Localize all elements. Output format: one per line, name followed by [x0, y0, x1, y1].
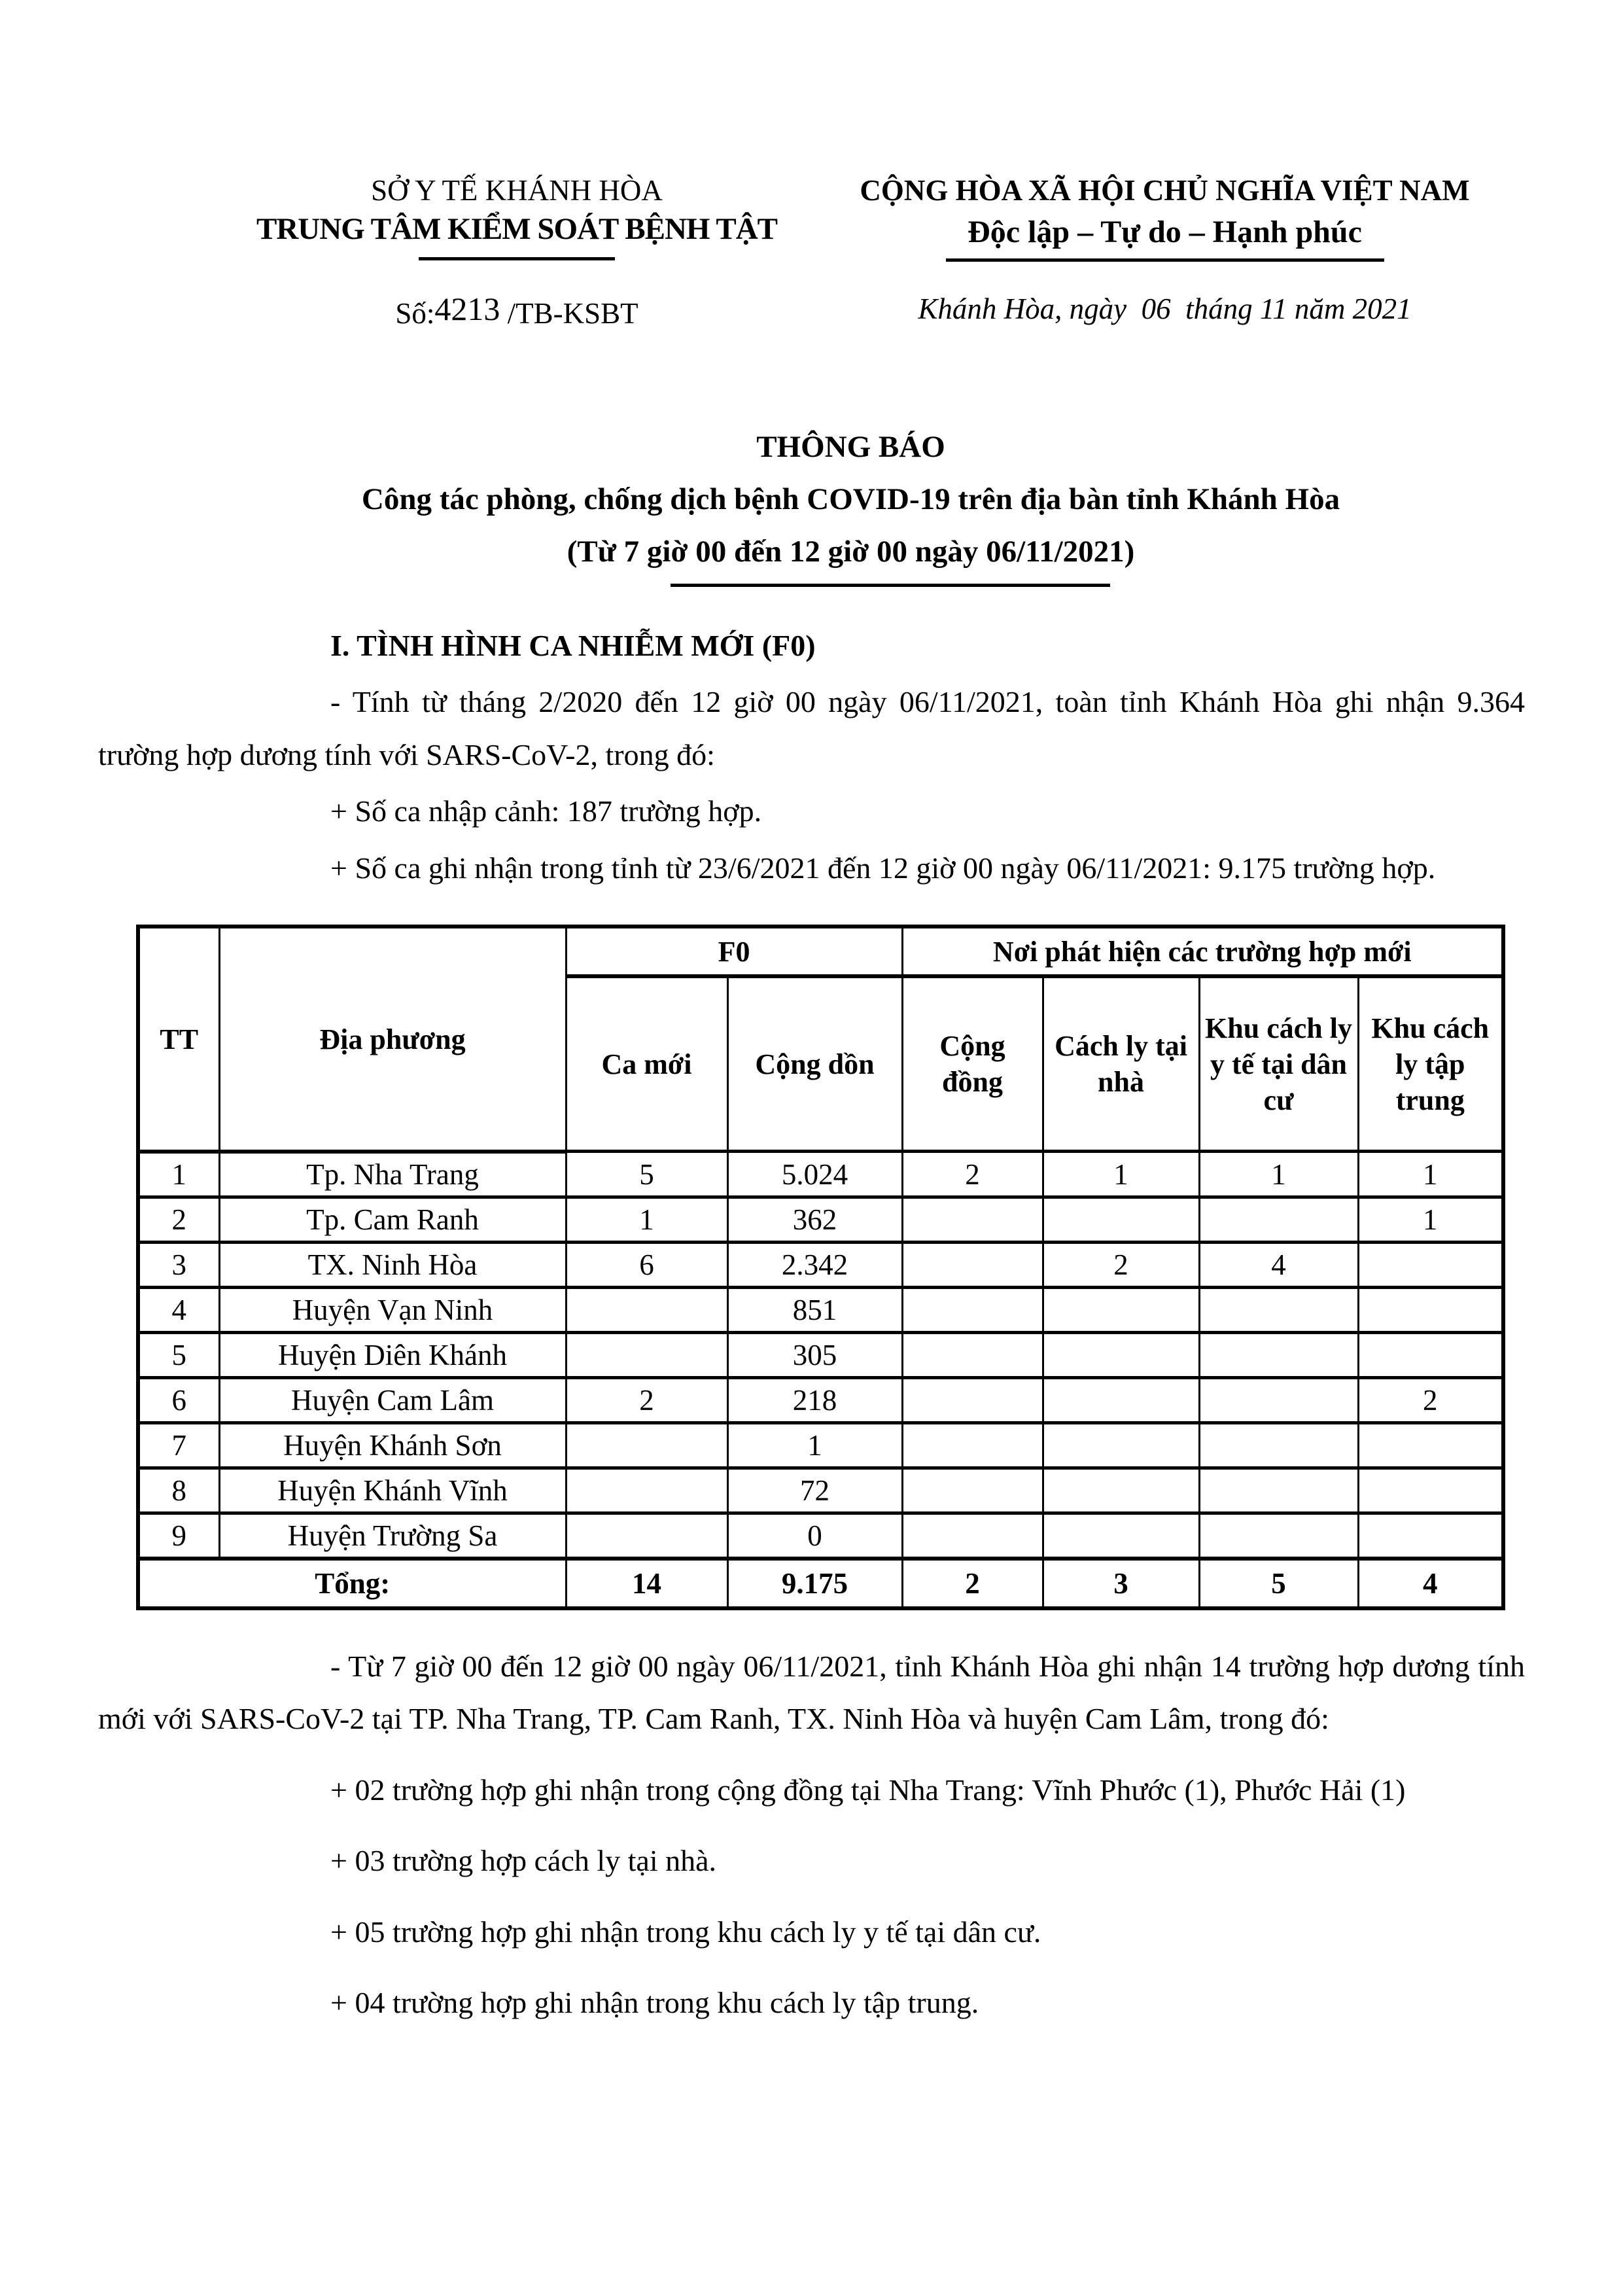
cell-khu-tt: [1358, 1287, 1503, 1332]
cell-ca-moi: 6: [566, 1242, 727, 1287]
national-motto: Độc lập – Tự do – Hạnh phúc: [968, 214, 1362, 249]
cell-ca-moi: [566, 1287, 727, 1332]
cell-khu-tt: [1358, 1242, 1503, 1287]
cell-dia-phuong: Tp. Cam Ranh: [219, 1197, 566, 1242]
document-title: THÔNG BÁO: [756, 430, 945, 465]
document-header: [98, 171, 1525, 331]
table-row: [138, 1287, 1503, 1332]
col-header-khu-cach-ly-y-te: Khu cách ly y tế tại dân cư: [1199, 976, 1358, 1152]
col-group-noi-phat-hien: Nơi phát hiện các trường hợp mới: [902, 927, 1503, 976]
cell-khu-tt: [1358, 1513, 1503, 1559]
cell-cong-dong: [902, 1468, 1043, 1513]
cell-cong-dong: [902, 1377, 1043, 1422]
cell-khu-yt: [1199, 1287, 1358, 1332]
cell-tt: 4: [138, 1287, 219, 1332]
col-header-tt: TT: [138, 927, 219, 1152]
agency-header-rule: [419, 257, 615, 260]
cell-cong-dong: [902, 1422, 1043, 1468]
document-number-line: [229, 293, 805, 331]
cell-cong-don: 72: [727, 1468, 902, 1513]
cell-tt: 8: [138, 1468, 219, 1513]
place-date-line: Khánh Hòa, ngày 06 tháng 11 năm 2021: [918, 292, 1412, 325]
cell-cong-dong: [902, 1287, 1043, 1332]
cell-khu-tt: 1: [1358, 1152, 1503, 1197]
cell-khu-yt: [1199, 1468, 1358, 1513]
cell-cong-dong: [902, 1197, 1043, 1242]
cell-khu-tt: [1358, 1468, 1503, 1513]
table-row: [138, 1377, 1503, 1422]
cell-cong-dong: 2: [902, 1152, 1043, 1197]
cell-khu-yt: [1199, 1332, 1358, 1377]
section-2-paragraph-5: + 04 trường hợp ghi nhận trong khu cách ly tập trung.: [330, 1986, 979, 2020]
total-ca-moi: 14: [566, 1559, 727, 1608]
table-row: [138, 1242, 1503, 1287]
agency-parent-name: SỞ Y TẾ KHÁNH HÒA: [371, 174, 663, 207]
cell-tt: 9: [138, 1513, 219, 1559]
col-header-ca-moi: Ca mới: [566, 976, 727, 1152]
agency-header-block: [229, 171, 805, 331]
cell-dia-phuong: Huyện Khánh Sơn: [219, 1422, 566, 1468]
cell-tt: 5: [138, 1332, 219, 1377]
cell-cach-ly-tai-nha: [1043, 1287, 1199, 1332]
cell-cong-don: 2.342: [727, 1242, 902, 1287]
cell-tt: 3: [138, 1242, 219, 1287]
section-1-paragraph-3: + Số ca ghi nhận trong tỉnh từ 23/6/2021 đến 12 giờ 00 ngày 06/11/2021: 9.175 trường hợp.: [330, 851, 1436, 885]
cell-cach-ly-tai-nha: [1043, 1422, 1199, 1468]
cell-tt: 7: [138, 1422, 219, 1468]
cell-dia-phuong: Tp. Nha Trang: [219, 1152, 566, 1197]
document-time-range: (Từ 7 giờ 00 đến 12 giờ 00 ngày 06/11/2021): [567, 535, 1135, 569]
cell-khu-yt: 1: [1199, 1152, 1358, 1197]
table-row: [138, 1468, 1503, 1513]
cell-cach-ly-tai-nha: [1043, 1468, 1199, 1513]
cell-khu-yt: [1199, 1197, 1358, 1242]
cell-cach-ly-tai-nha: [1043, 1197, 1199, 1242]
section-2-paragraph-4: + 05 trường hợp ghi nhận trong khu cách ly y tế tại dân cư.: [330, 1915, 1041, 1949]
cell-cong-don: 362: [727, 1197, 902, 1242]
total-khu-yt: 5: [1199, 1559, 1358, 1608]
cell-cong-dong: [902, 1513, 1043, 1559]
document-title-block: [98, 421, 1525, 587]
cell-cach-ly-tai-nha: [1043, 1332, 1199, 1377]
cell-cong-don: 1: [727, 1422, 902, 1468]
document-number-value: 4213: [434, 291, 500, 328]
motto-rule: [946, 258, 1384, 262]
col-header-dia-phuong: Địa phương: [219, 927, 566, 1152]
total-khu-tt: 4: [1358, 1559, 1503, 1608]
table-row: [138, 1152, 1503, 1197]
cell-tt: 1: [138, 1152, 219, 1197]
col-header-cong-don: Cộng dồn: [727, 976, 902, 1152]
cell-dia-phuong: Huyện Vạn Ninh: [219, 1287, 566, 1332]
table-row: [138, 1513, 1503, 1559]
cell-khu-yt: [1199, 1513, 1358, 1559]
cell-dia-phuong: Huyện Cam Lâm: [219, 1377, 566, 1422]
national-motto-block: [805, 171, 1525, 326]
cell-ca-moi: [566, 1332, 727, 1377]
cell-dia-phuong: TX. Ninh Hòa: [219, 1242, 566, 1287]
document-number-suffix: /TB-KSBT: [500, 297, 638, 330]
cell-khu-yt: [1199, 1377, 1358, 1422]
document-number-label: Số:: [395, 297, 435, 330]
cell-cong-dong: [902, 1332, 1043, 1377]
cell-tt: 2: [138, 1197, 219, 1242]
col-header-khu-cach-ly-tap-trung: Khu cách ly tập trung: [1358, 976, 1503, 1152]
section-1-paragraph-1: - Tính từ tháng 2/2020 đến 12 giờ 00 ngày 06/11/2021, toàn tỉnh Khánh Hòa ghi nhận 9.364 trường hợp dương tính với SARS-CoV-2, trong đó:: [98, 685, 1525, 771]
cell-ca-moi: [566, 1422, 727, 1468]
cell-cach-ly-tai-nha: [1043, 1513, 1199, 1559]
cell-khu-tt: [1358, 1332, 1503, 1377]
cell-cong-don: 218: [727, 1377, 902, 1422]
cell-khu-tt: 1: [1358, 1197, 1503, 1242]
national-title: CỘNG HÒA XÃ HỘI CHỦ NGHĨA VIỆT NAM: [860, 174, 1470, 207]
col-header-cong-dong: Cộng đồng: [902, 976, 1043, 1152]
table-header-group-row: [138, 927, 1503, 976]
section-2-paragraph-2: + 02 trường hợp ghi nhận trong cộng đồng tại Nha Trang: Vĩnh Phước (1), Phước Hải (1): [330, 1773, 1406, 1807]
cell-tt: 6: [138, 1377, 219, 1422]
cell-ca-moi: [566, 1468, 727, 1513]
section-1-paragraph-2: + Số ca nhập cảnh: 187 trường hợp.: [330, 794, 762, 828]
section-2-paragraph-3: + 03 trường hợp cách ly tại nhà.: [330, 1844, 717, 1878]
table-total-row: [138, 1559, 1503, 1608]
cell-cach-ly-tai-nha: 2: [1043, 1242, 1199, 1287]
title-rule: [671, 584, 1110, 587]
table-row: [138, 1197, 1503, 1242]
section-2-paragraph-1: - Từ 7 giờ 00 đến 12 giờ 00 ngày 06/11/2021, tỉnh Khánh Hòa ghi nhận 14 trường hợp dương tính mới với SARS-CoV-2 tại TP. Nha Trang, TP. Cam Ranh, TX. Ninh Hòa và huyện Cam Lâm, trong đó:: [98, 1649, 1525, 1736]
cell-dia-phuong: Huyện Khánh Vĩnh: [219, 1468, 566, 1513]
section-1-heading: I. TÌNH HÌNH CA NHIỄM MỚI (F0): [330, 628, 816, 662]
cell-cach-ly-tai-nha: 1: [1043, 1152, 1199, 1197]
total-cong-don: 9.175: [727, 1559, 902, 1608]
total-cong-dong: 2: [902, 1559, 1043, 1608]
document-subtitle: Công tác phòng, chống dịch bệnh COVID-19 trên địa bàn tỉnh Khánh Hòa: [361, 482, 1340, 517]
cell-cong-dong: [902, 1242, 1043, 1287]
cell-ca-moi: [566, 1513, 727, 1559]
cell-cong-don: 0: [727, 1513, 902, 1559]
cell-khu-yt: [1199, 1422, 1358, 1468]
col-header-cach-ly-tai-nha: Cách ly tại nhà: [1043, 976, 1199, 1152]
cell-cong-don: 851: [727, 1287, 902, 1332]
total-label: Tổng:: [138, 1559, 566, 1608]
cell-khu-tt: [1358, 1422, 1503, 1468]
table-row: [138, 1422, 1503, 1468]
covid-cases-table: [136, 925, 1505, 1610]
cell-ca-moi: 5: [566, 1152, 727, 1197]
agency-name: TRUNG TÂM KIỂM SOÁT BỆNH TẬT: [256, 211, 777, 246]
total-cach-ly-tai-nha: 3: [1043, 1559, 1199, 1608]
cell-cong-don: 305: [727, 1332, 902, 1377]
cell-ca-moi: 1: [566, 1197, 727, 1242]
table-row: [138, 1332, 1503, 1377]
cell-khu-tt: 2: [1358, 1377, 1503, 1422]
cell-dia-phuong: Huyện Trường Sa: [219, 1513, 566, 1559]
col-group-f0: F0: [566, 927, 902, 976]
cell-dia-phuong: Huyện Diên Khánh: [219, 1332, 566, 1377]
cell-ca-moi: 2: [566, 1377, 727, 1422]
cell-cong-don: 5.024: [727, 1152, 902, 1197]
cell-khu-yt: 4: [1199, 1242, 1358, 1287]
cell-cach-ly-tai-nha: [1043, 1377, 1199, 1422]
